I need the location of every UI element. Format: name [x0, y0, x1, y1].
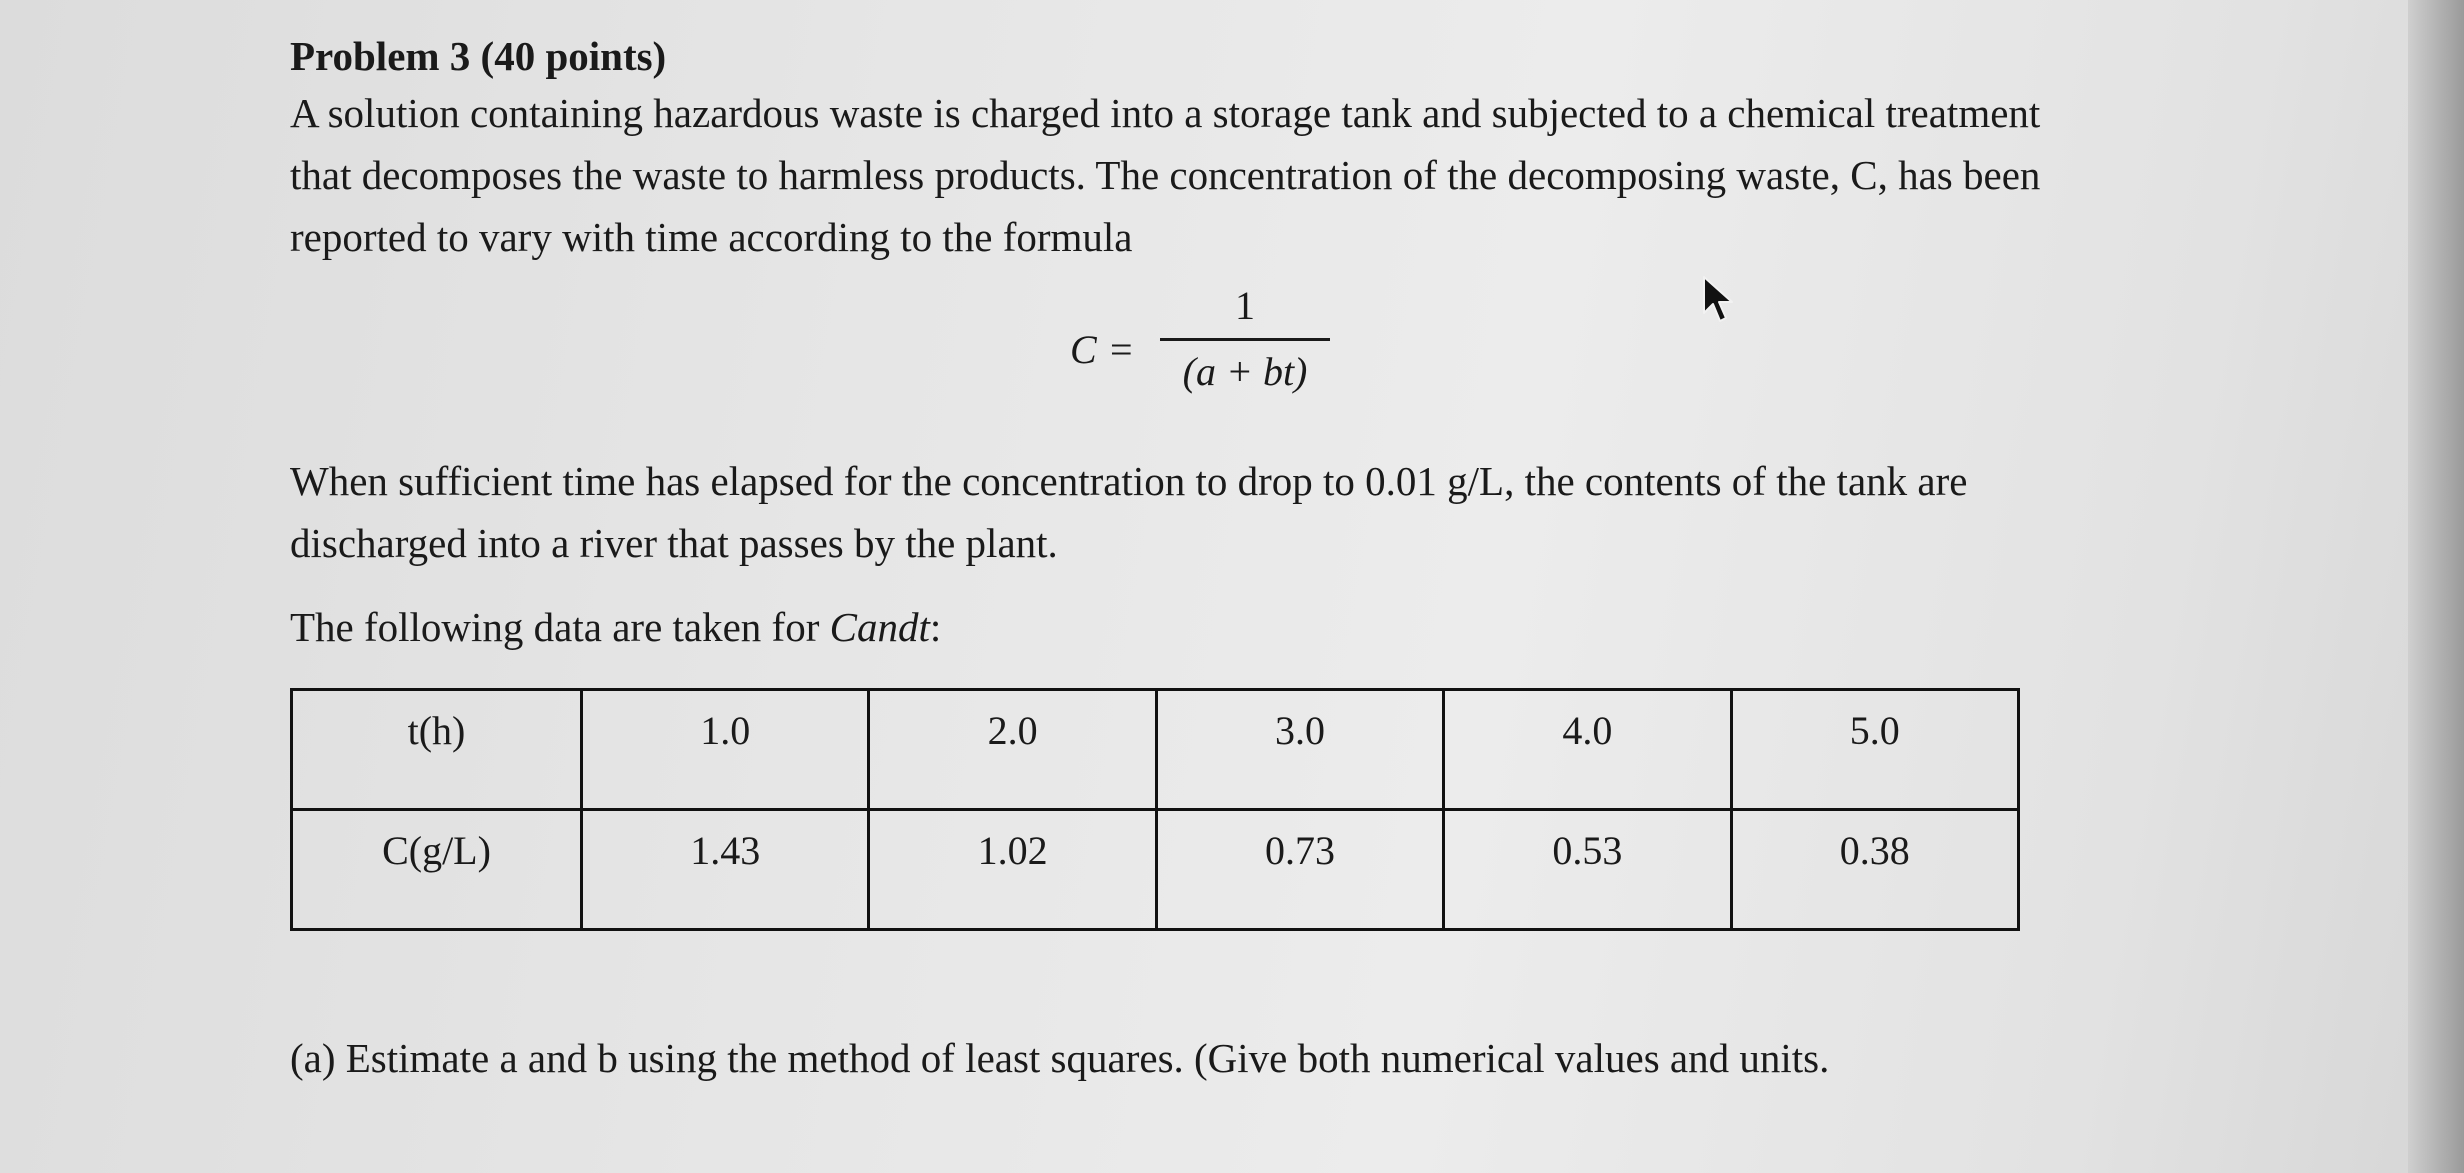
data-intro-prefix: The following data are taken for [290, 604, 830, 650]
formula-equals: = [1110, 327, 1133, 372]
concentration-value-cell: 1.02 [869, 810, 1156, 930]
table-row [292, 810, 2019, 930]
part-a-question: (a) Estimate a and b using the method of least squares. (Give both numerical values and units. [290, 1035, 1830, 1081]
formula-fraction [1160, 278, 1330, 397]
table-row [292, 690, 2019, 810]
problem-title: Problem 3 (40 points) [290, 33, 667, 79]
time-value-cell: 2.0 [869, 690, 1156, 810]
time-value-cell: 4.0 [1444, 690, 1731, 810]
problem-sheet [290, 30, 2190, 658]
data-intro [290, 596, 2190, 658]
concentration-value-cell: 0.38 [1731, 810, 2018, 930]
concentration-formula [290, 278, 2190, 448]
data-table [290, 688, 2020, 931]
mouse-pointer-icon [1700, 275, 1736, 325]
formula-denominator: (a + bt) [1182, 349, 1308, 394]
concentration-header-cell: C(g/L) [292, 810, 582, 930]
concentration-value-cell: 0.73 [1156, 810, 1443, 930]
time-value-cell: 3.0 [1156, 690, 1443, 810]
formula-lhs: C [1070, 327, 1097, 372]
concentration-value-cell: 1.43 [582, 810, 869, 930]
discharge-text: When sufficient time has elapsed for the concentration to drop to 0.01 g/L, the contents of the tank are discharged into a river that passes by the plant. [290, 458, 1968, 566]
concentration-value-cell: 0.53 [1444, 810, 1731, 930]
page-edge-shadow [2408, 0, 2464, 1173]
time-value-cell: 1.0 [582, 690, 869, 810]
time-value-cell: 5.0 [1731, 690, 2018, 810]
data-intro-vars: Candt [829, 604, 930, 650]
data-intro-suffix: : [929, 604, 942, 650]
time-header-cell: t(h) [292, 690, 582, 810]
fraction-bar [1160, 338, 1330, 341]
formula-numerator: 1 [1235, 283, 1255, 328]
problem-intro: A solution containing hazardous waste is charged into a storage tank and subjected to a chemical treatment that decomposes the waste to harmless products. The concentration of the decomposing waste, C, has been reported to vary with time according to the formula [290, 90, 2041, 260]
